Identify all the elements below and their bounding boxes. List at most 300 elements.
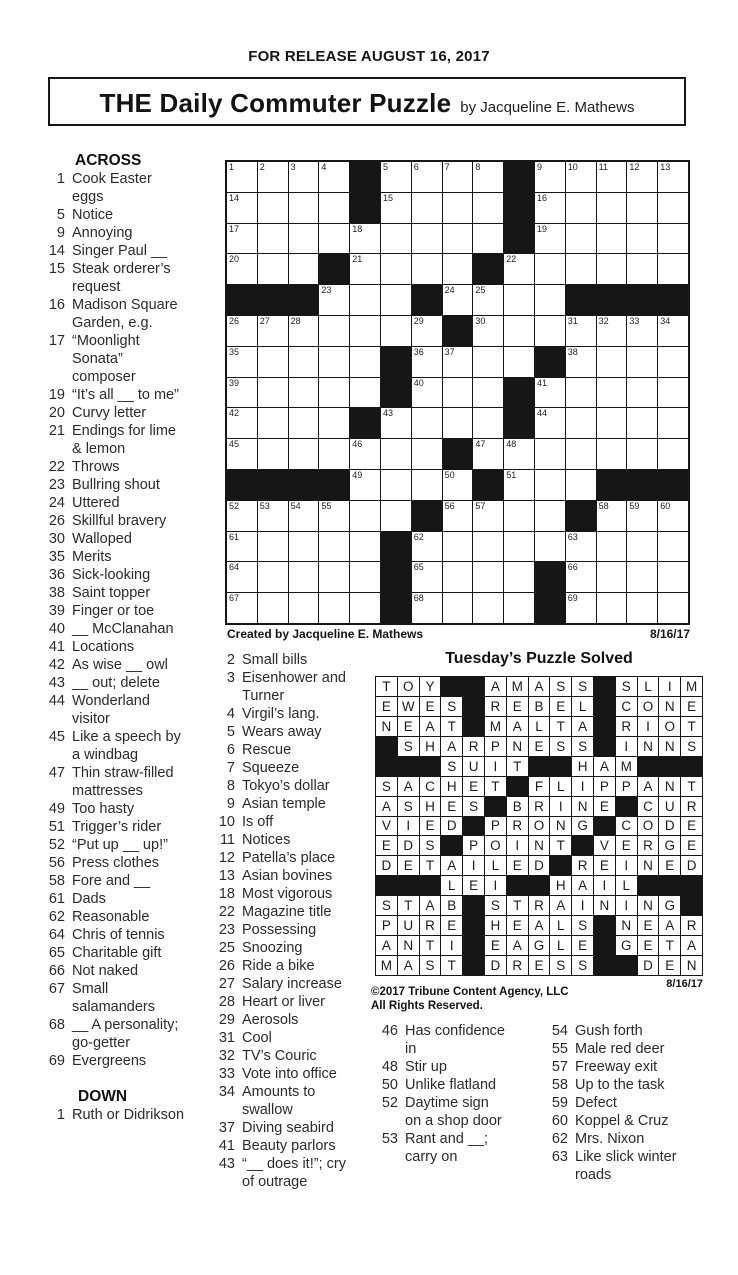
grid-cell[interactable] [627,254,657,284]
grid-cell[interactable] [319,532,349,562]
solved-letter-cell: D [441,817,462,836]
solved-letter-cell: R [681,916,702,935]
grid-cell[interactable] [443,162,473,192]
grid-cell[interactable] [319,439,349,469]
grid-cell[interactable] [504,347,534,377]
grid-cell[interactable] [443,593,473,623]
grid-cell[interactable] [289,532,319,562]
grid-cell[interactable] [227,378,257,408]
grid-cell[interactable] [627,593,657,623]
grid-cell[interactable] [658,162,688,192]
grid-cell[interactable] [535,254,565,284]
grid-cell[interactable] [381,408,411,438]
grid-cell[interactable] [504,470,534,500]
solved-letter-cell: E [550,697,571,716]
grid-cell[interactable] [350,562,380,592]
grid-cell[interactable] [535,408,565,438]
across-heading: ACROSS [75,152,142,169]
grid-cell[interactable] [504,439,534,469]
clue-item [205,903,354,921]
solved-black-square [507,777,528,796]
grid-cell[interactable] [627,501,657,531]
grid-cell[interactable] [412,470,442,500]
solved-letter-cell: S [398,737,419,756]
grid-cell[interactable] [412,408,442,438]
solved-letter-cell: R [681,797,702,816]
solved-black-square [594,737,615,756]
grid-cell[interactable] [658,378,688,408]
grid-cell[interactable] [381,439,411,469]
grid-cell[interactable] [443,378,473,408]
grid-cell[interactable] [597,593,627,623]
grid-cell[interactable] [412,347,442,377]
cell-number: 30 [475,315,486,326]
solved-letter-cell: S [441,757,462,776]
cell-number: 66 [567,562,578,573]
solved-puzzle-title: Tuesday’s Puzzle Solved [445,650,633,667]
grid-cell[interactable] [412,378,442,408]
solved-letter-cell: E [681,836,702,855]
cell-number: 49 [352,469,363,480]
grid-cell[interactable] [566,439,596,469]
black-square [627,285,657,315]
cell-number: 33 [629,315,640,326]
grid-cell[interactable] [381,162,411,192]
solved-letter-cell: E [398,717,419,736]
clue-number: 7 [226,760,235,776]
grid-cell[interactable] [381,224,411,254]
clue-text: Stir up [405,1059,447,1075]
grid-cell[interactable] [412,593,442,623]
grid-cell[interactable] [566,562,596,592]
clue-number: 29 [218,1012,235,1028]
clue-text: __ A personality; go-getter [72,1017,179,1051]
grid-cell[interactable] [412,162,442,192]
clue-text: Snoozing [242,940,303,956]
grid-cell[interactable] [597,193,627,223]
solved-letter-cell: H [485,916,506,935]
grid-cell[interactable] [566,193,596,223]
grid-cell[interactable] [627,562,657,592]
grid-cell[interactable] [504,501,534,531]
clue-text: Like a speech by a windbag [72,729,181,763]
grid-cell[interactable] [658,532,688,562]
grid-cell[interactable] [319,378,349,408]
grid-cell[interactable] [597,562,627,592]
clue-item [35,764,184,800]
grid-cell[interactable] [289,316,319,346]
grid-cell[interactable] [289,162,319,192]
grid-cell[interactable] [504,254,534,284]
black-square [535,347,565,377]
grid-cell[interactable] [227,408,257,438]
grid-cell[interactable] [566,254,596,284]
grid-cell[interactable] [504,562,534,592]
grid-cell[interactable] [566,532,596,562]
cell-number: 17 [229,223,240,234]
grid-cell[interactable] [227,532,257,562]
grid-cell[interactable] [319,501,349,531]
grid-cell[interactable] [473,408,503,438]
grid-cell[interactable] [443,470,473,500]
grid-cell[interactable] [597,532,627,562]
clue-text: Possessing [242,922,317,938]
clue-number: 13 [218,868,235,884]
grid-cell[interactable] [504,593,534,623]
grid-cell[interactable] [443,193,473,223]
solved-letter-cell: I [485,876,506,895]
grid-cell[interactable] [258,224,288,254]
grid-cell[interactable] [473,562,503,592]
grid-cell[interactable] [443,347,473,377]
grid-cell[interactable] [658,347,688,377]
cell-number: 13 [660,162,671,172]
grid-cell[interactable] [289,347,319,377]
grid-cell[interactable] [227,562,257,592]
solved-letter-cell: N [529,836,550,855]
grid-cell[interactable] [535,501,565,531]
grid-cell[interactable] [289,408,319,438]
grid-cell[interactable] [412,316,442,346]
solved-letter-cell: E [659,956,680,975]
solved-letter-cell: A [507,717,528,736]
grid-cell[interactable] [658,193,688,223]
grid-cell[interactable] [350,593,380,623]
grid-cell[interactable] [535,162,565,192]
solved-letter-cell: E [638,916,659,935]
grid-cell[interactable] [350,470,380,500]
clue-text: Charitable gift [72,945,162,961]
grid-cell[interactable] [566,316,596,346]
clue-number: 33 [218,1066,235,1082]
grid-cell[interactable] [319,193,349,223]
grid-cell[interactable] [227,193,257,223]
clue-text: Virgil’s lang. [242,706,320,722]
grid-cell[interactable] [289,224,319,254]
grid-cell[interactable] [258,562,288,592]
grid-cell[interactable] [412,224,442,254]
grid-cell[interactable] [535,285,565,315]
grid-cell[interactable] [597,162,627,192]
grid-cell[interactable] [443,501,473,531]
solved-letter-cell: L [550,777,571,796]
black-square [227,285,257,315]
grid-cell[interactable] [258,439,288,469]
clue-item [35,530,184,548]
clue-number: 5 [226,724,235,740]
solved-letter-cell: H [572,757,593,776]
page-title: THE Daily Commuter Puzzle [99,88,452,118]
grid-cell[interactable] [535,224,565,254]
grid-cell[interactable] [319,162,349,192]
grid-cell[interactable] [350,532,380,562]
grid-cell[interactable] [289,439,319,469]
down-clue-list-4 [538,1022,687,1184]
release-line: FOR RELEASE AUGUST 16, 2017 [248,48,490,65]
grid-cell[interactable] [535,439,565,469]
clue-item [538,1094,687,1112]
grid-cell[interactable] [504,316,534,346]
grid-cell[interactable] [535,378,565,408]
grid-cell[interactable] [597,408,627,438]
grid-cell[interactable] [566,224,596,254]
grid-cell[interactable] [597,254,627,284]
solved-letter-cell: I [616,856,637,875]
solved-black-square [376,757,397,776]
clue-item [35,494,184,512]
clue-item [35,512,184,530]
clue-number: 58 [551,1077,568,1093]
solved-letter-cell: E [463,777,484,796]
grid-cell[interactable] [227,593,257,623]
grid-cell[interactable] [319,285,349,315]
grid-cell[interactable] [597,347,627,377]
grid-cell[interactable] [473,532,503,562]
black-square [504,193,534,223]
grid-cell[interactable] [381,285,411,315]
grid-cell[interactable] [381,254,411,284]
grid-cell[interactable] [350,316,380,346]
clue-number: 10 [218,814,235,830]
clue-number: 45 [48,729,65,745]
grid-cell[interactable] [258,501,288,531]
grid-cell[interactable] [504,532,534,562]
grid-cell[interactable] [258,254,288,284]
solved-letter-cell: P [616,777,637,796]
grid-cell[interactable] [289,501,319,531]
solved-letter-cell: E [594,797,615,816]
grid-cell[interactable] [473,378,503,408]
grid-cell[interactable] [566,593,596,623]
grid-cell[interactable] [289,193,319,223]
grid-cell[interactable] [473,224,503,254]
grid-cell[interactable] [566,470,596,500]
cell-number: 41 [536,377,547,388]
grid-cell[interactable] [627,408,657,438]
solved-letter-cell: S [420,956,441,975]
grid-cell[interactable] [289,378,319,408]
clue-text: Diving seabird [242,1120,334,1136]
clue-number: 53 [381,1131,398,1147]
clue-text: Fore and __ [72,873,151,889]
grid-cell[interactable] [381,470,411,500]
grid-cell[interactable] [289,593,319,623]
black-square [412,501,442,531]
grid-cell[interactable] [473,347,503,377]
solved-black-square [376,737,397,756]
grid-cell[interactable] [381,501,411,531]
solved-black-square [681,757,702,776]
grid-cell[interactable] [504,285,534,315]
grid-cell[interactable] [319,347,349,377]
grid-cell[interactable] [350,501,380,531]
grid-cell[interactable] [535,193,565,223]
clue-text: Ruth or Didrikson [72,1107,185,1123]
grid-cell[interactable] [535,316,565,346]
grid-cell[interactable] [227,439,257,469]
clue-number: 48 [381,1059,398,1075]
grid-cell[interactable] [658,254,688,284]
grid-cell[interactable] [258,593,288,623]
clue-text: Daytime sign on a shop door [405,1095,502,1129]
grid-cell[interactable] [319,593,349,623]
grid-cell[interactable] [443,254,473,284]
clue-text: TV’s Couric [242,1048,317,1064]
grid-cell[interactable] [473,501,503,531]
grid-date: 8/16/17 [649,627,690,641]
grid-cell[interactable] [566,378,596,408]
grid-cell[interactable] [350,285,380,315]
grid-cell[interactable] [381,316,411,346]
grid-cell[interactable] [473,285,503,315]
grid-cell[interactable] [473,193,503,223]
grid-cell[interactable] [658,562,688,592]
grid-cell[interactable] [658,439,688,469]
grid-cell[interactable] [412,193,442,223]
grid-cell[interactable] [597,439,627,469]
grid-cell[interactable] [258,316,288,346]
grid-cell[interactable] [443,224,473,254]
grid-cell[interactable] [627,193,657,223]
grid-cell[interactable] [227,162,257,192]
grid-cell[interactable] [473,162,503,192]
solved-letter-cell: E [398,856,419,875]
solved-letter-cell: A [594,757,615,776]
clue-number: 44 [48,693,65,709]
grid-cell[interactable] [597,378,627,408]
solved-black-square [398,876,419,895]
clue-item [205,1029,354,1047]
grid-cell[interactable] [258,532,288,562]
clue-text: Mrs. Nixon [575,1131,645,1147]
grid-cell[interactable] [350,347,380,377]
grid-cell[interactable] [350,254,380,284]
clue-item [205,957,354,975]
grid-cell[interactable] [289,562,319,592]
grid-cell[interactable] [350,378,380,408]
black-square [566,285,596,315]
grid-cell[interactable] [597,501,627,531]
grid-cell[interactable] [658,316,688,346]
solved-letter-cell: N [659,737,680,756]
solved-letter-cell: A [441,737,462,756]
grid-cell[interactable] [443,562,473,592]
clue-column-2 [205,651,354,1191]
grid-cell[interactable] [258,408,288,438]
cell-number: 59 [629,500,640,511]
grid-cell[interactable] [627,532,657,562]
grid-cell[interactable] [566,347,596,377]
clue-number: 24 [48,495,65,511]
grid-cell[interactable] [473,439,503,469]
grid-cell[interactable] [227,254,257,284]
grid-cell[interactable] [258,193,288,223]
grid-cell[interactable] [258,347,288,377]
grid-cell[interactable] [319,224,349,254]
across-clue-list [35,170,184,1070]
grid-cell[interactable] [535,470,565,500]
grid-cell[interactable] [473,316,503,346]
solved-black-square [572,836,593,855]
grid-cell[interactable] [566,408,596,438]
clue-text: Not naked [72,963,139,979]
grid-cell[interactable] [350,224,380,254]
solved-letter-cell: S [572,916,593,935]
grid-cell[interactable] [658,408,688,438]
solved-letter-cell: U [398,916,419,935]
grid-cell[interactable] [597,224,627,254]
grid-cell[interactable] [227,501,257,531]
grid-cell[interactable] [566,162,596,192]
grid-cell[interactable] [227,347,257,377]
solved-black-square [594,936,615,955]
clue-item [538,1022,687,1040]
grid-cell[interactable] [319,408,349,438]
grid-cell[interactable] [597,316,627,346]
grid-cell[interactable] [412,439,442,469]
clue-number: 9 [226,796,235,812]
grid-cell[interactable] [412,532,442,562]
clue-number: 40 [48,621,65,637]
grid-cell[interactable] [627,224,657,254]
grid-cell[interactable] [627,162,657,192]
grid-cell[interactable] [227,316,257,346]
clue-text: Evergreens [72,1053,147,1069]
grid-cell[interactable] [658,501,688,531]
grid-cell[interactable] [443,532,473,562]
grid-cell[interactable] [412,562,442,592]
cell-number: 39 [229,377,240,388]
clue-number: 3 [226,670,235,686]
grid-cell[interactable] [289,254,319,284]
solved-letter-cell: A [376,797,397,816]
grid-cell[interactable] [412,254,442,284]
grid-cell[interactable] [658,224,688,254]
black-square [658,470,688,500]
grid-cell[interactable] [535,532,565,562]
clue-text: Defect [575,1095,617,1111]
grid-cell[interactable] [350,439,380,469]
clue-number: 32 [218,1048,235,1064]
grid-cell[interactable] [381,193,411,223]
cell-number: 44 [536,408,547,419]
cell-number: 55 [321,500,332,511]
clue-text: Is off [242,814,274,830]
solved-letter-cell: N [638,896,659,915]
grid-cell[interactable] [319,562,349,592]
grid-cell[interactable] [258,162,288,192]
grid-cell[interactable] [627,316,657,346]
black-square [658,285,688,315]
grid-cell[interactable] [443,408,473,438]
solved-letter-cell: A [398,777,419,796]
cell-number: 27 [259,315,270,326]
grid-cell[interactable] [319,316,349,346]
black-square [504,224,534,254]
cell-number: 9 [536,162,542,172]
grid-cell[interactable] [258,378,288,408]
grid-cell[interactable] [227,224,257,254]
grid-cell[interactable] [658,593,688,623]
grid-cell[interactable] [443,285,473,315]
clue-text: Ride a bike [242,958,315,974]
solved-letter-cell: D [659,817,680,836]
grid-cell[interactable] [627,347,657,377]
grid-cell[interactable] [627,378,657,408]
grid-cell[interactable] [473,593,503,623]
solved-letter-cell: L [441,876,462,895]
grid-cell[interactable] [627,439,657,469]
